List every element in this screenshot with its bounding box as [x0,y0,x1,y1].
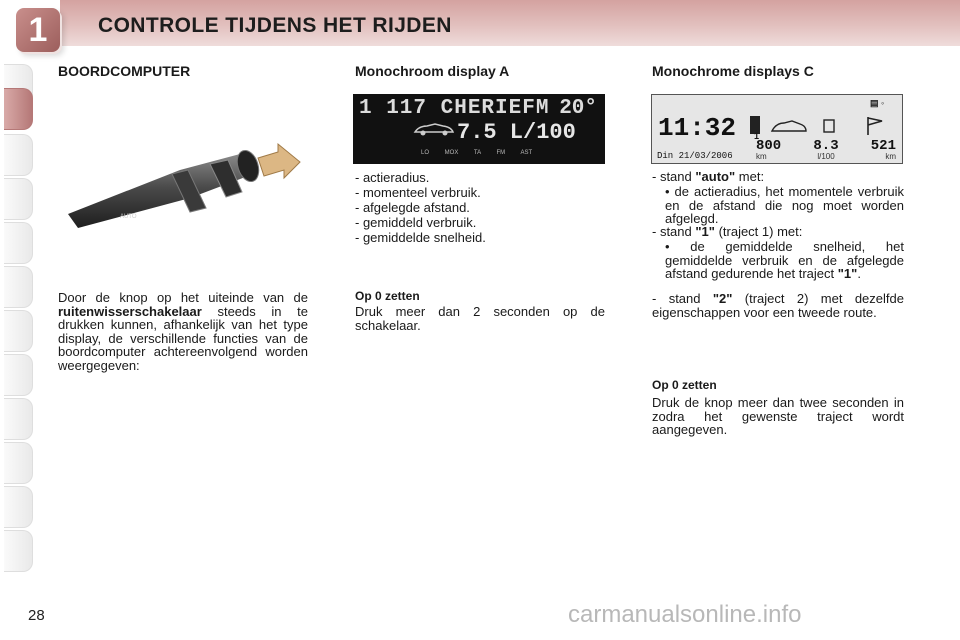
chapter-tab-9[interactable] [4,398,33,440]
section-heading-display-a: Monochroom display A [355,63,510,79]
svg-text:AUTO: AUTO [120,214,137,220]
stand-suffix: met: [738,169,765,184]
stand-detail-label: "1" [837,266,858,281]
wiper-stalk-illustration [60,140,310,230]
chapter-tab-11[interactable] [4,486,33,528]
list-item: - momenteel verbruik. [355,185,481,200]
reset-heading-c: Op 0 zetten [652,378,717,392]
chapter-tab-active[interactable] [4,88,33,130]
intro-text-part1: Door de knop op het uiteinde van de [58,290,308,305]
page-title: CONTROLE TIJDENS HET RIJDEN [98,14,452,37]
chapter-tab-12[interactable] [4,530,33,572]
stand-detail-text: • de gemiddelde snelheid, het gemiddelde verbruik en de afgelegde afstand gedurende het traject [665,239,904,281]
display-c-date: Din 21/03/2006 [657,151,733,161]
stand-prefix: - stand [652,291,701,306]
chapter-badge: 1 [16,8,60,52]
display-c-unit: km [756,152,767,161]
list-item: - gemiddelde snelheid. [355,230,486,245]
intro-paragraph [58,291,308,372]
display-c-image [651,94,903,164]
section-heading-display-c: Monochrome displays C [652,63,814,79]
stand-2-item [652,292,904,319]
chapter-tab-strip [0,60,34,580]
watermark: carmanualsonline.info [568,601,802,628]
display-c-value: 8.3 [813,138,839,154]
display-a-temperature: 20° [559,97,597,120]
stand-detail-period: . [857,266,861,281]
stand-prefix: - stand [652,224,692,239]
display-c-icon-row [750,115,890,137]
chapter-tab-6[interactable] [4,266,33,308]
chapter-tab-5[interactable] [4,222,33,264]
list-item: - gemiddeld verbruik. [355,215,477,230]
display-c-unit: km [885,152,896,161]
stand-label: "auto" [695,169,736,184]
stand-auto-item [652,170,904,184]
stand-auto-detail: • de actieradius, het momentele verbruik en de afstand die nog moet worden afgelegd. [665,184,904,226]
reset-heading-a: Op 0 zetten [355,289,420,303]
section-heading-boordcomputer: BOORDCOMPUTER [58,63,191,79]
intro-text-part2: steeds in te drukken kunnen, afhankelijk van het type display, de verschillende functies van de boordcomputer achtereenvolgend worden weergegeven: [58,303,308,373]
reset-text-c: Druk de knop meer dan twee seconden in zodra het gewenste traject wordt aangegeven. [652,395,904,437]
chapter-tab-7[interactable] [4,310,33,352]
chapter-tab-10[interactable] [4,442,33,484]
display-c-units [756,152,896,161]
page-header [0,0,960,56]
display-c-time: 11:32 [658,113,737,143]
display-a-tab-labels: LO MOX TA FM AST [421,150,533,156]
display-c-value: 800 [756,138,782,154]
car-icon [413,120,455,138]
stand-1-item [652,225,904,239]
display-a-image [353,94,605,164]
stand-suffix: (traject 1) met: [718,224,803,239]
stand-label: "1" [695,224,715,239]
stand-prefix: - stand [652,169,692,184]
list-item: - afgelegde afstand. [355,200,470,215]
display-c-unit: l/100 [817,152,835,161]
page-number: 28 [28,607,45,624]
stand-label: "2" [712,291,733,306]
chapter-tab-4[interactable] [4,178,33,220]
display-c-tab-icon: ▤ ◦ [870,98,885,108]
display-a-radio-text: 1 117 CHERIEFM [359,97,550,120]
display-a-consumption: 7.5 L/100 [457,120,576,145]
reset-text-a: Druk meer dan 2 seconden op de schakelaar. [355,304,605,333]
stand-1-detail [665,240,904,281]
list-item: - actieradius. [355,170,430,185]
display-a-function-list [355,170,605,245]
intro-text-bold: ruitenwisserschakelaar [58,303,202,319]
chapter-tab-8[interactable] [4,354,33,396]
chapter-tab-3[interactable] [4,134,33,176]
stand-suffix: (traject 2) met dezelfde eigenschappen voor een tweede route. [652,291,904,320]
display-c-tab-number: 1 [754,131,760,141]
display-c-value: 521 [870,138,896,154]
